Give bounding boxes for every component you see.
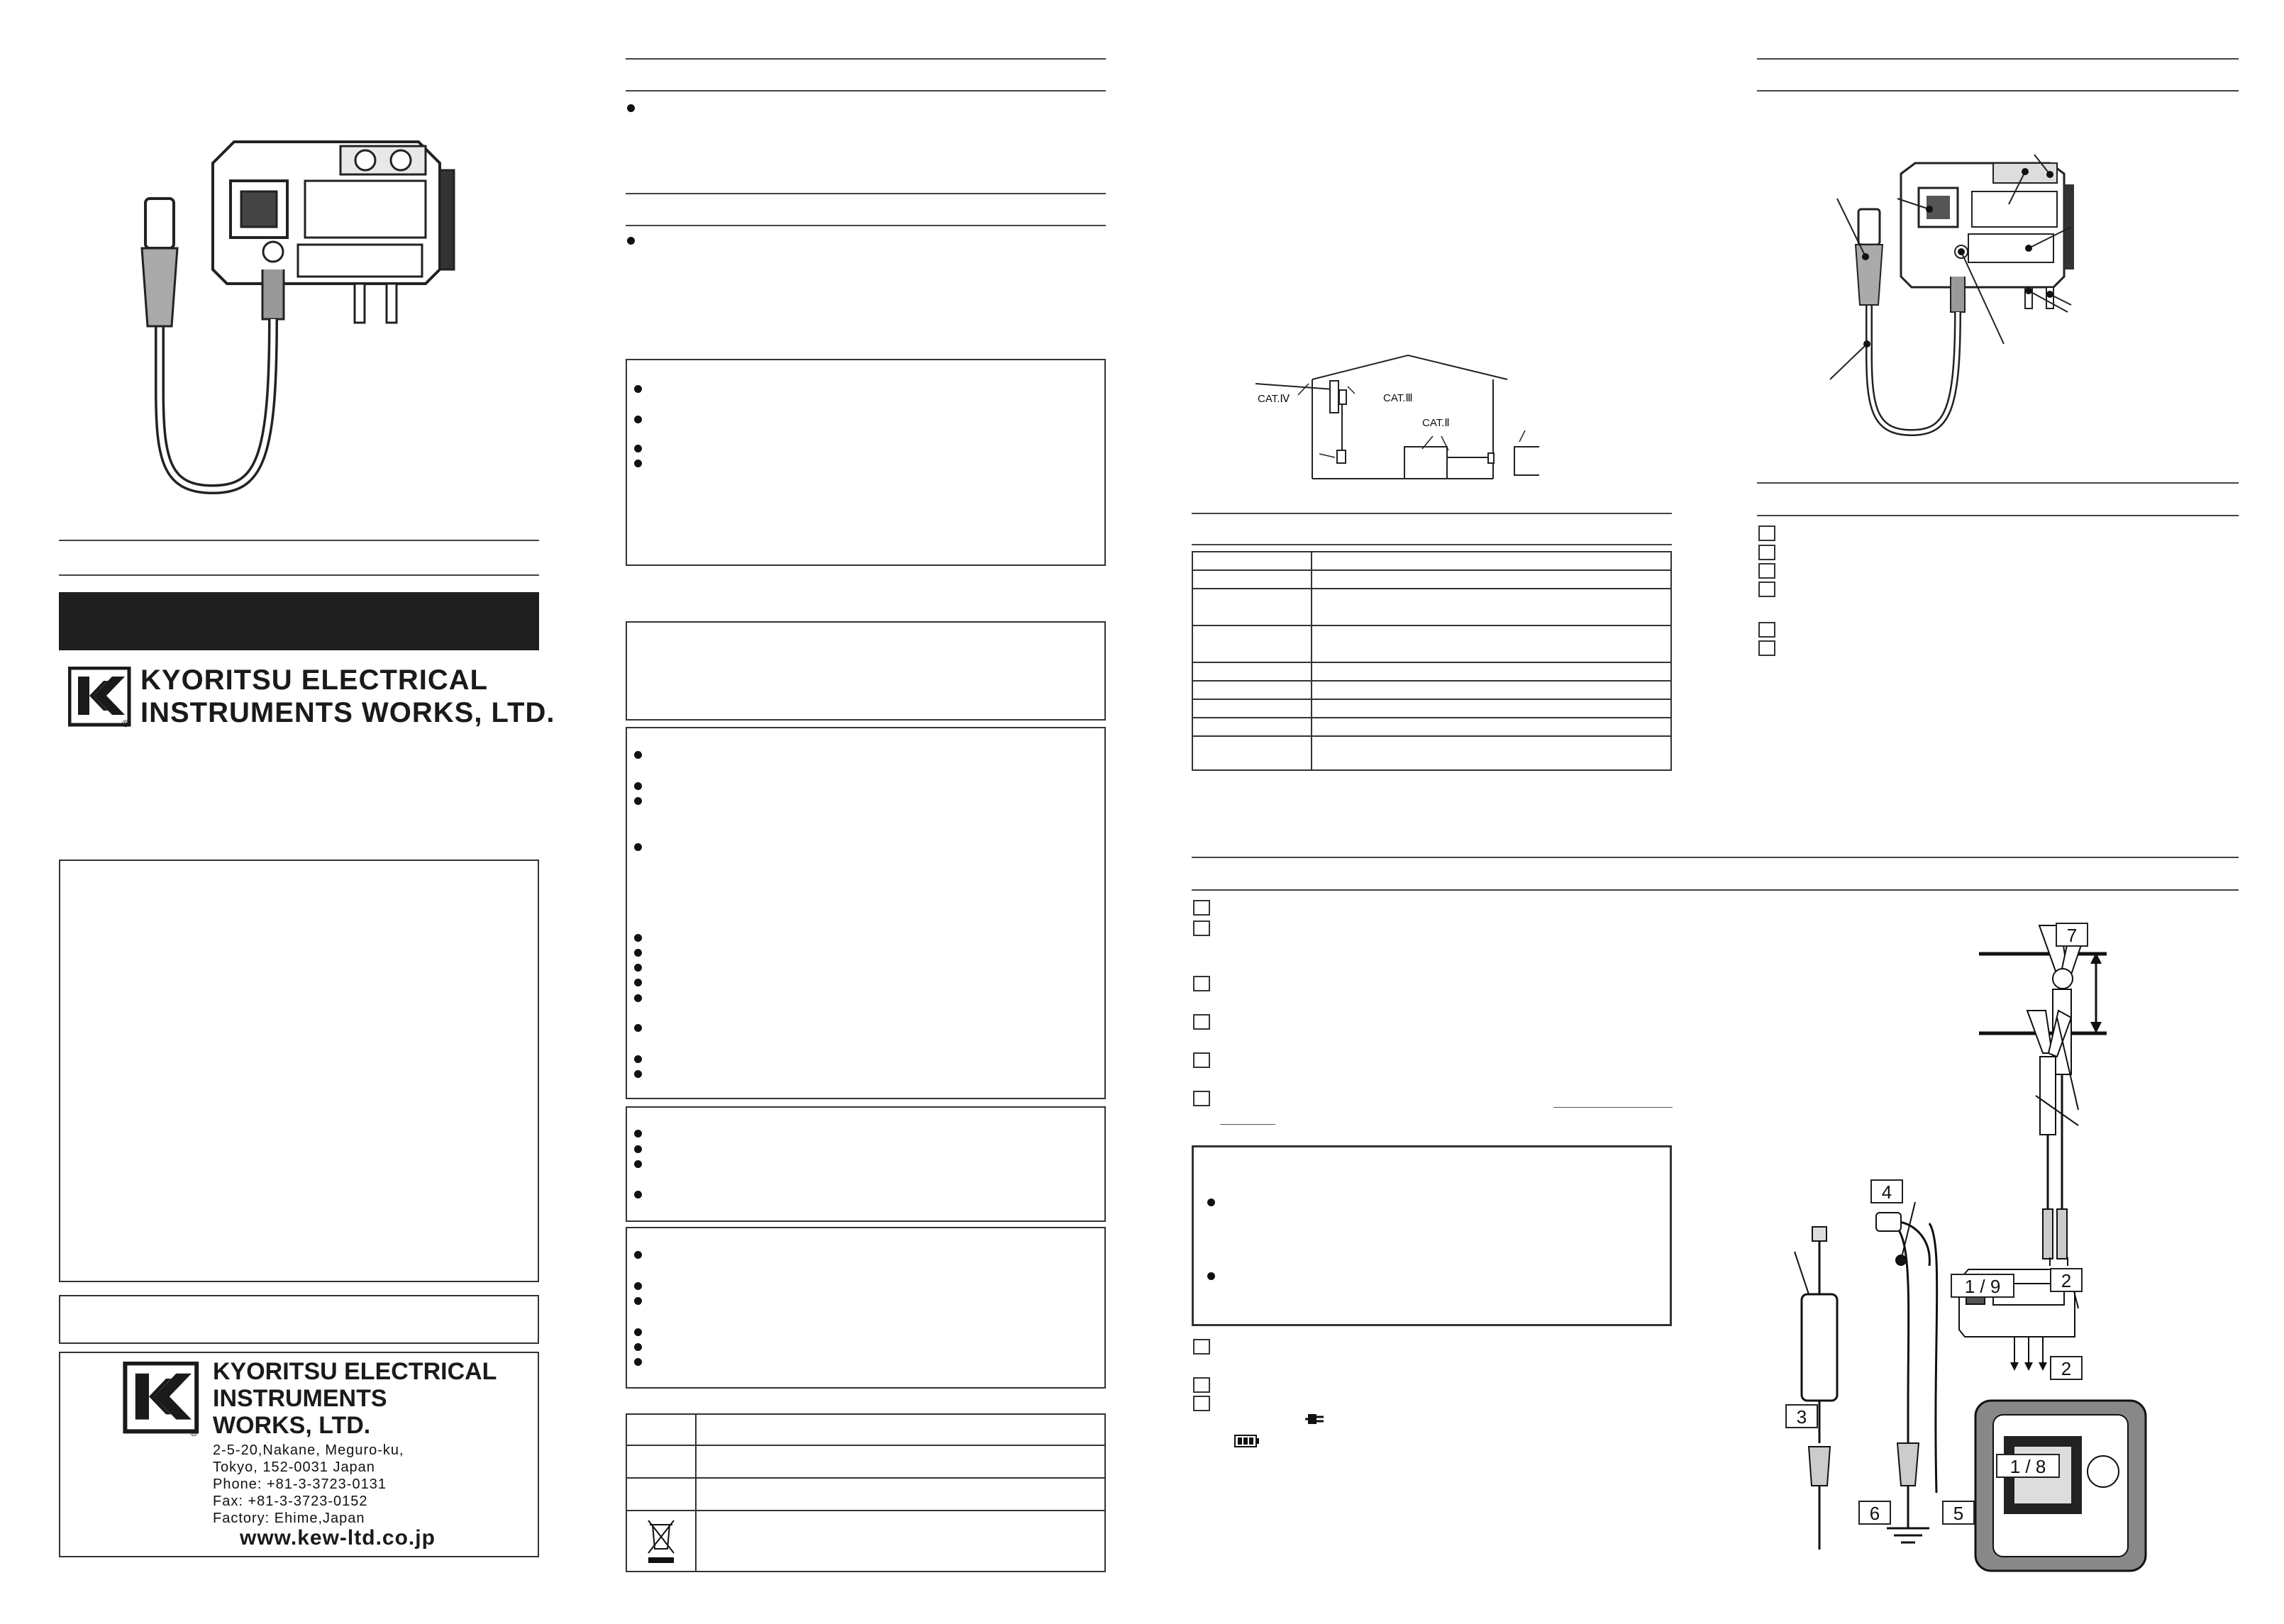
specifications-table	[1192, 551, 1672, 771]
website-link[interactable]: www.kew-ltd.co.jp	[240, 1526, 436, 1550]
battery-icon	[1234, 1434, 1260, 1448]
address-line2: Tokyo, 152-0031 Japan	[213, 1459, 375, 1475]
cat4-label: CAT.Ⅳ	[1258, 393, 1290, 405]
symbols-table	[626, 1413, 1106, 1572]
weee-bin-icon	[645, 1518, 677, 1564]
parts-diagram	[1823, 142, 2121, 454]
warning-box	[626, 727, 1106, 1099]
connection-diagram	[1780, 911, 2149, 1578]
fax: Fax: +81-3-3723-0152	[213, 1494, 368, 1509]
warning-box-header	[626, 621, 1106, 721]
step-label-2b: 2	[2050, 1356, 2083, 1380]
address-line1: 2-5-20,Nakane, Meguro-ku,	[213, 1442, 404, 1458]
company-name-line1: KYORITSU ELECTRICAL	[140, 664, 489, 696]
measurement-category-diagram	[1255, 351, 1539, 482]
registered-mark: ®	[122, 718, 130, 729]
ground-symbol-icon	[1887, 1528, 1929, 1542]
factory: Factory: Ehime,Japan	[213, 1511, 365, 1526]
registered-mark: ®	[190, 1427, 198, 1438]
back-company-name-line1: KYORITSU ELECTRICAL	[213, 1358, 497, 1385]
contents-box	[59, 860, 539, 1282]
step-label-7: 7	[2056, 923, 2088, 947]
notice-box	[626, 1227, 1106, 1389]
product-illustration	[128, 121, 497, 511]
back-company-name-line3: WORKS, LTD.	[213, 1412, 371, 1439]
plug-icon	[1305, 1411, 1326, 1427]
step-label-2a: 2	[2050, 1268, 2083, 1292]
bullet	[627, 237, 635, 245]
step-label-1-9: 1 / 9	[1951, 1274, 2014, 1298]
company-name-line2: INSTRUMENTS WORKS, LTD.	[140, 697, 555, 728]
bullet	[627, 104, 635, 112]
step-label-3: 3	[1785, 1404, 1818, 1428]
step-label-5: 5	[1942, 1501, 1975, 1525]
title-banner	[59, 592, 539, 650]
step-label-4: 4	[1870, 1179, 1903, 1203]
cat3-label: CAT.Ⅲ	[1383, 392, 1413, 404]
phone: Phone: +81-3-3723-0131	[213, 1476, 387, 1492]
danger-box	[626, 359, 1106, 566]
step-label-1-8: 1 / 8	[1996, 1454, 2060, 1478]
note-frame	[1192, 1145, 1672, 1326]
step-label-6: 6	[1858, 1501, 1891, 1525]
note-box	[59, 1295, 539, 1344]
cat2-label: CAT.Ⅱ	[1422, 417, 1450, 429]
back-company-name-line2: INSTRUMENTS	[213, 1385, 387, 1412]
caution-box	[626, 1106, 1106, 1222]
